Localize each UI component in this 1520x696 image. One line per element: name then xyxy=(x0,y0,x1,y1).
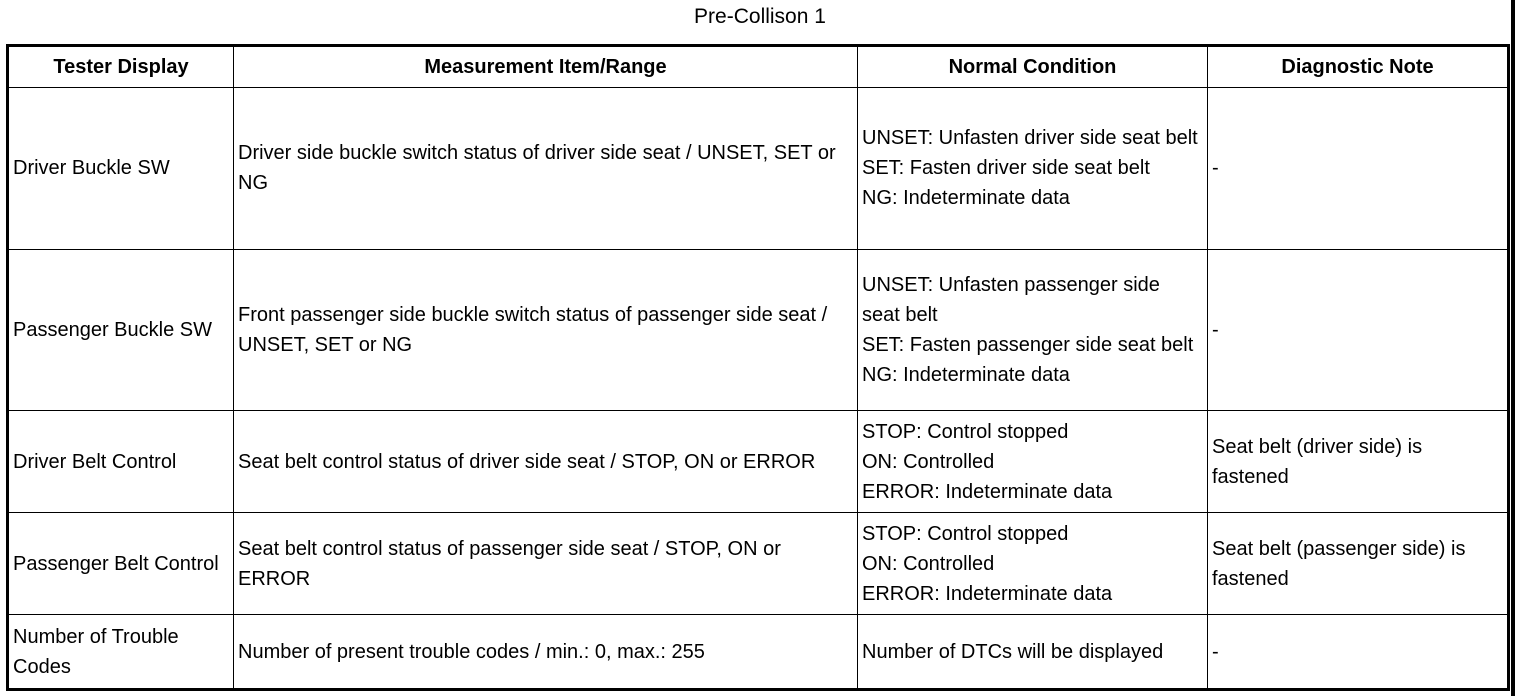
cell-tester-display: Number of Trouble Codes xyxy=(8,615,234,690)
condition-line: ERROR: Indeterminate data xyxy=(862,480,1113,503)
condition-line: ERROR: Indeterminate data xyxy=(862,582,1113,605)
cell-measurement: Front passenger side buckle switch status of passenger side seat / UNSET, SET or NG xyxy=(234,249,858,411)
page-right-border xyxy=(1511,0,1515,696)
table-header-row xyxy=(8,46,1509,88)
condition-line: ON: Controlled xyxy=(862,552,995,575)
header-measurement-item: Measurement Item/Range xyxy=(234,46,858,88)
data-list-table xyxy=(6,44,1510,691)
cell-tester-display: Driver Belt Control xyxy=(8,411,234,513)
cell-measurement: Driver side buckle switch status of driver side seat / UNSET, SET or NG xyxy=(234,88,858,250)
header-tester-display: Tester Display xyxy=(8,46,234,88)
cell-diagnostic-note: - xyxy=(1208,615,1509,690)
table-row xyxy=(8,513,1509,615)
cell-measurement: Seat belt control status of driver side seat / STOP, ON or ERROR xyxy=(234,411,858,513)
document-title: Pre-Collison 1 xyxy=(694,5,826,28)
condition-line: NG: Indeterminate data xyxy=(862,363,1070,386)
table-row xyxy=(8,615,1509,690)
cell-tester-display: Driver Buckle SW xyxy=(8,88,234,250)
condition-line: ON: Controlled xyxy=(862,450,995,473)
cell-tester-display: Passenger Belt Control xyxy=(8,513,234,615)
cell-diagnostic-note: - xyxy=(1208,88,1509,250)
cell-measurement: Number of present trouble codes / min.: 0, max.: 255 xyxy=(234,615,858,690)
table-row xyxy=(8,249,1509,411)
cell-measurement: Seat belt control status of passenger side seat / STOP, ON or ERROR xyxy=(234,513,858,615)
cell-diagnostic-note: Seat belt (passenger side) is fastened xyxy=(1208,513,1509,615)
condition-line: NG: Indeterminate data xyxy=(862,187,1070,210)
condition-line: Number of DTCs will be displayed xyxy=(862,640,1164,663)
header-normal-condition: Normal Condition xyxy=(858,46,1208,88)
table-row xyxy=(8,88,1509,250)
condition-line: UNSET: Unfasten passenger side seat belt xyxy=(862,273,1160,326)
cell-normal-condition xyxy=(858,88,1208,250)
cell-normal-condition xyxy=(858,615,1208,690)
cell-diagnostic-note: - xyxy=(1208,249,1509,411)
condition-line: STOP: Control stopped xyxy=(862,420,1069,443)
cell-tester-display: Passenger Buckle SW xyxy=(8,249,234,411)
condition-line: UNSET: Unfasten driver side seat belt xyxy=(862,127,1198,150)
cell-normal-condition xyxy=(858,513,1208,615)
cell-diagnostic-note: Seat belt (driver side) is fastened xyxy=(1208,411,1509,513)
cell-normal-condition xyxy=(858,411,1208,513)
condition-line: SET: Fasten driver side seat belt xyxy=(862,157,1150,180)
cell-normal-condition xyxy=(858,249,1208,411)
table-row xyxy=(8,411,1509,513)
header-diagnostic-note: Diagnostic Note xyxy=(1208,46,1509,88)
condition-line: STOP: Control stopped xyxy=(862,522,1069,545)
condition-line: SET: Fasten passenger side seat belt xyxy=(862,333,1194,356)
